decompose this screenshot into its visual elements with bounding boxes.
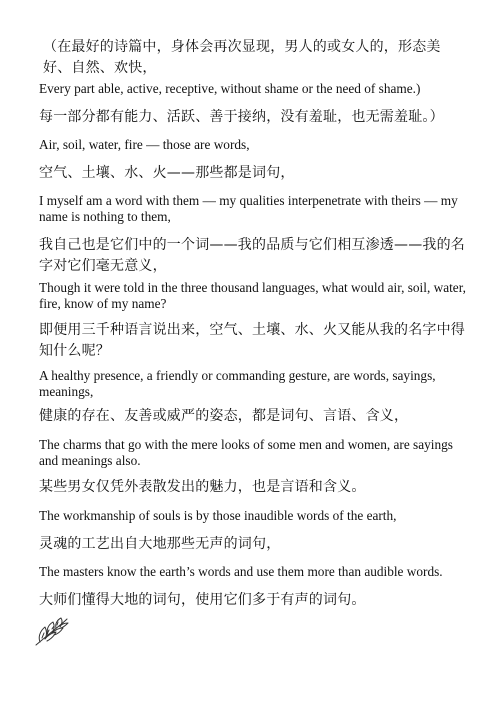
stanza-line: 大师们懂得大地的词句，使用它们多于有声的词句。 <box>39 592 366 608</box>
stanza-line: 空气、土壤、水、火——那些都是词句， <box>39 165 295 181</box>
stanza-line: The charms that go with the mere looks of some men and women, are sayings and meanings also. <box>39 437 453 468</box>
stanza-line: 某些男女仅凭外表散发出的魅力，也是言语和含义。 <box>39 479 366 495</box>
stanza-line: The workmanship of souls is by those inaudible words of the earth, <box>39 508 397 523</box>
leaf-sketch-icon <box>32 614 72 648</box>
stanza-line: Every part able, active, receptive, without shame or the need of shame.) <box>39 81 421 96</box>
stanza-line: （在最好的诗篇中，身体会再次显现，男人的或女人的，形态美好、自然、欢快， <box>43 39 441 76</box>
stanza-line: Though it were told in the three thousand languages, what would air, soil, water, fire, know of my name? <box>39 280 466 311</box>
stanza-line: 我自己也是它们中的一个词——我的品质与它们相互渗透——我的名字对它们毫无意义， <box>39 237 465 274</box>
stanza-line: 灵魂的工艺出自大地那些无声的词句， <box>39 536 281 552</box>
stanza-line: A healthy presence, a friendly or commanding gesture, are words, sayings, meanings, <box>39 368 436 399</box>
stanza-line: 健康的存在、友善或威严的姿态，都是词句、言语、含义， <box>39 408 409 424</box>
stanza-line: 即便用三千种语言说出来，空气、土壤、水、火又能从我的名字中得知什么呢？ <box>39 322 465 359</box>
stanza-line: I myself am a word with them — my qualities interpenetrate with theirs — my name is nothing to them, <box>39 193 458 224</box>
stanza-line: Air, soil, water, fire — those are words, <box>39 137 250 152</box>
stanza-line: The masters know the earth’s words and use them more than audible words. <box>39 564 443 579</box>
stanza-line: 每一部分都有能力、活跃、善于接纳，没有羞耻，也无需羞耻。） <box>39 109 444 125</box>
